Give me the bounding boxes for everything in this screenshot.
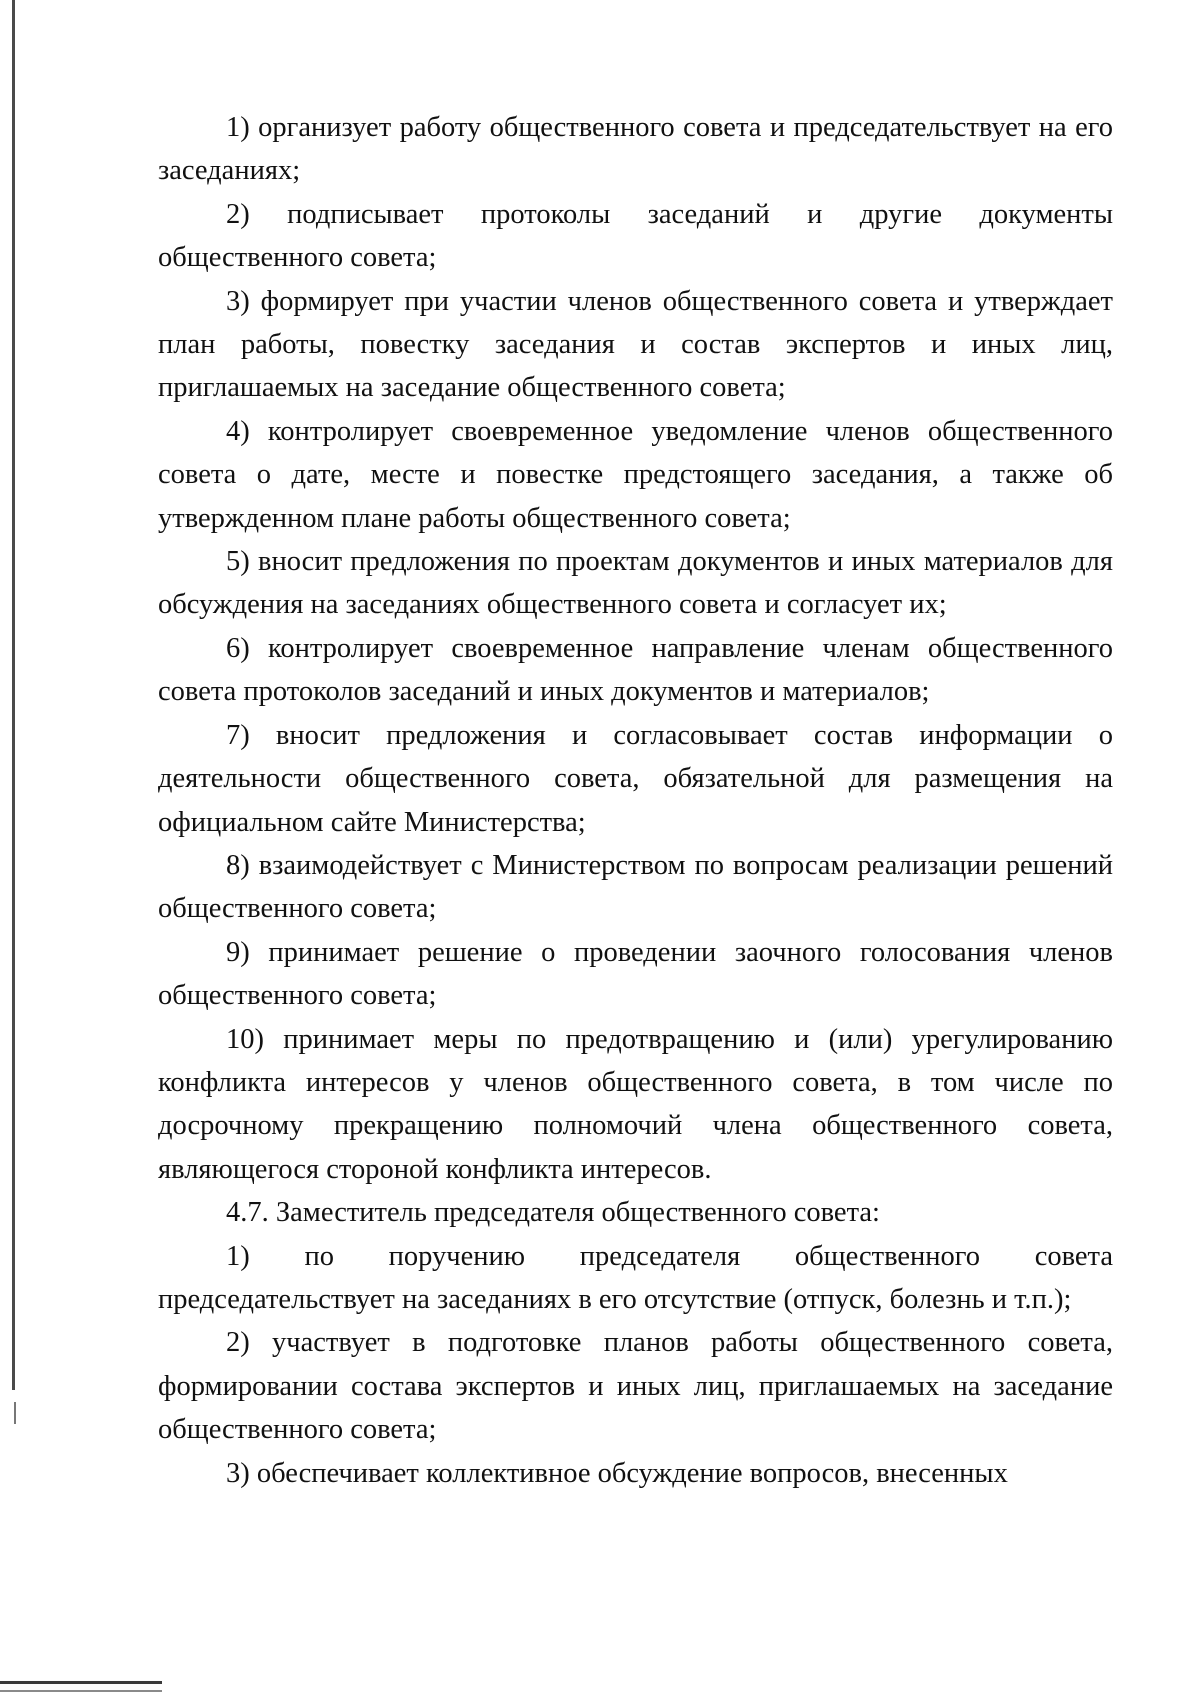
paragraph-item-8: 8) взаимодействует с Министерством по вопросам реализации решений общественного совета; bbox=[158, 849, 1113, 925]
scan-edge-mark bbox=[14, 1402, 16, 1424]
section-heading-4-7: 4.7. Заместитель председателя общественного совета: bbox=[226, 1197, 880, 1229]
scan-edge-bottom-secondary bbox=[0, 1690, 162, 1692]
scan-edge-bottom bbox=[0, 1681, 162, 1684]
paragraph-item-5: 5) вносит предложения по проектам документов и иных материалов для обсуждения на заседаниях общественного совета и согласует их; bbox=[158, 546, 1113, 621]
paragraph-item-4: 4) контролирует своевременное уведомление членов общественного совета о дате, месте и повестке предстоящего заседания, а также об утвержденном плане работы общественного совета; bbox=[158, 415, 1113, 534]
paragraph-deputy-item-3: 3) обеспечивает коллективное обсуждение вопросов, внесенных bbox=[226, 1457, 1008, 1489]
paragraph-item-6: 6) контролирует своевременное направление членам общественного совета протоколов заседаний и иных документов и материалов; bbox=[158, 632, 1113, 708]
document-body bbox=[158, 106, 1113, 1495]
paragraph-deputy-item-2: 2) участвует в подготовке планов работы общественного совета, формировании состава экспертов и иных лиц, приглашаемых на заседание общественного совета; bbox=[158, 1327, 1113, 1446]
paragraph-deputy-item-1: 1) по поручению председателя общественного совета председательствует на заседаниях в его отсутствие (отпуск, болезнь и т.п.); bbox=[158, 1240, 1113, 1315]
paragraph-item-7: 7) вносит предложения и согласовывает состав информации о деятельности общественного совета, обязательной для размещения на официальном сайте Министерства; bbox=[158, 719, 1113, 838]
paragraph-item-3: 3) формирует при участии членов общественного совета и утверждает план работы, повестку заседания и состав экспертов и иных лиц, приглашаемых на заседание общественного совета; bbox=[158, 285, 1113, 404]
paragraph-item-10: 10) принимает меры по предотвращению и (или) урегулированию конфликта интересов у членов общественного совета, в том числе по досрочному прекращению полномочий члена общественного совета, являющегося стороной конфликта интересов. bbox=[158, 1023, 1113, 1185]
paragraph-item-9: 9) принимает решение о проведении заочного голосования членов общественного совета; bbox=[158, 936, 1113, 1012]
scan-edge-left bbox=[12, 0, 15, 1390]
paragraph-item-1: 1) организует работу общественного совета и председательствует на его заседаниях; bbox=[158, 112, 1113, 187]
paragraph-item-2: 2) подписывает протоколы заседаний и другие документы общественного совета; bbox=[158, 198, 1113, 274]
